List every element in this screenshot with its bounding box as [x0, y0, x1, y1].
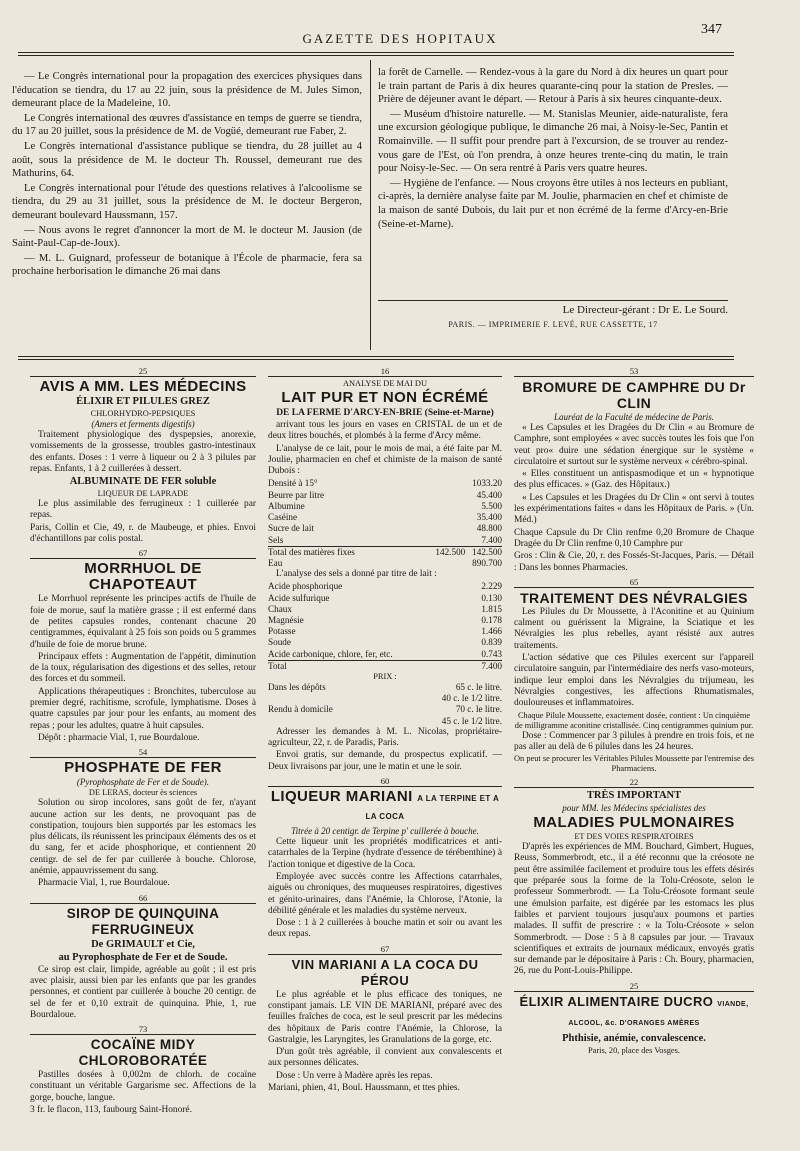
- signature-rule: [378, 300, 728, 301]
- ad-address: Mariani, phien, 41, Boul. Haussmann, et ttes phies.: [268, 1083, 460, 1094]
- ad-subtitle: DE LA FERME D'ARCY-EN-BRIE (Seine-et-Marne): [276, 408, 494, 418]
- analysis-row: Densité à 15° 1033.20: [268, 478, 502, 489]
- ad-composition: Chaque Pilule Moussette, exactement dosée, contient : Un cinquième de milligramme aconitine cristallisée. Cinq centigrammes quinium pur.: [514, 710, 754, 730]
- ad-number: 66: [30, 893, 256, 904]
- ads-top-rule: [18, 356, 734, 357]
- analysis-table-2: [268, 581, 502, 672]
- ad-subtitle: CHLORHYDRO-PEPSIQUES: [90, 409, 196, 418]
- ad-body: arrivant tous les jours en vases en CRISTAL de un et de deux litres bouchés, et plombés à la ferme d'Arcy même.: [268, 420, 502, 442]
- ad-body: D'un goût très agréable, il convient aux convalescents et aux personnes délicates.: [268, 1047, 502, 1069]
- news-paragraph: — Hygiène de l'enfance. — Nous croyons être utiles à nos lecteurs en publiant, ci-après, la dernière analyse faite par M. Joulie, pharmacien en chef et chimiste de la maison de santé Dubois, du lait pur et non écrémé de la ferme d'Arcy-en-Brie (Seine-et-Marne).: [378, 177, 728, 230]
- analysis-row: Chaux 1.815: [268, 603, 502, 614]
- price-row: 45 c. le 1/2 litre.: [441, 715, 502, 726]
- news-paragraph: — Muséum d'histoire naturelle. — M. Stanislas Meunier, aide-naturaliste, fera une excursion géologique publique, le dimanche 26 mai, à Noisy-le-Sec, Pantin et Romainville. — Il suffit pour prendre part à l'excursion, de se trouver au rendez-vous gare de l'Est, où l'on prendra, à onze heures trente-cinq du matin, le train pour Noisy-le-Sec. — On sera rentré à Paris vers quatre heures.: [378, 108, 728, 175]
- news-paragraph: Le Congrès international pour l'étude des questions relatives à l'alcoolisme se tiendra, du 29 au 31 juillet, sous la présidence de M. le docteur Bergeron, demeurant boulevard Haussmann, 157.: [12, 182, 362, 221]
- ad-medecins: [30, 366, 256, 545]
- ad-title: [514, 994, 754, 1032]
- ad-title: MORRHUOL DE CHAPOTEAUT: [84, 560, 202, 594]
- ad-subtitle: pour MM. les Médecins spécialistes des: [562, 803, 706, 814]
- ad-title: AVIS A MM. LES MÉDECINS: [39, 378, 247, 395]
- ad-address: Dépôt : pharmacie Vial, 1, rue Bourdaloue.: [38, 732, 200, 743]
- news-paragraph: — M. L. Guignard, professeur de botanique à l'École de pharmacie, fera sa prochaine herborisation le dimanche 26 mai dans: [12, 252, 362, 278]
- ad-pretitle: TRÈS IMPORTANT: [586, 790, 682, 802]
- ad-address: Adresser les demandes à M. L. Nicolas, propriétaire-agriculteur, 22, r. de Paradis, Paris.: [268, 726, 502, 749]
- ad-body: Phthisie, anémie, convalescence.: [562, 1032, 706, 1044]
- ad-title: BROMURE DE CAMPHRE DU Dr CLIN: [522, 379, 746, 411]
- ad-address: Gros : Clin & Cie, 20, r. des Fossés-St-Jacques, Paris. — Détail : Dans les bonnes Pharmacies.: [514, 551, 754, 573]
- ad-body: Dose : 1 à 2 cuillerées à bouche matin et soir ou avant les deux repas.: [268, 918, 502, 940]
- ad-body: Le Morrhuol représente les principes actifs de l'huile de foie de morue, sauf la matière grasse ; il est enfermé dans de petites capsules rondes, contenant chacune 20 centigrammes, équivalant à 25 fois son poids ou 5 grammes d'huile de foie de morue brune.: [30, 594, 256, 650]
- ad-title-text: ÉLIXIR ALIMENTAIRE DUCRO: [519, 993, 714, 1009]
- printer-line: PARIS. — IMPRIMERIE F. LEVÉ, RUE CASSETTE, 17: [448, 320, 658, 329]
- analysis-row: Acide sulfurique 0.130: [268, 592, 502, 603]
- ad-body: Cette liqueur unit les propriétés modificatrices et anti-catarrhales de la Terpine (hydrate d'essence de térébenthine) à l'action tonique et digestive de la Coca.: [268, 837, 502, 870]
- analysis-row: Sucre de lait 48.800: [268, 523, 502, 534]
- ad-subtitle: DE LERAS, docteur ès sciences: [88, 788, 198, 798]
- ad-tolu: [514, 777, 754, 978]
- ad-body: Employée avec succès contre les Affections catarrhales, aiguës ou chroniques, des muqueuses respiratoires, digestives et génito-urinaires, dans l'Anémie, la Chlorose, l'Atonie, la débilité générale et les maladies du système nerveux.: [268, 871, 502, 916]
- ad-mariani-liqueur: [268, 776, 502, 941]
- news-paragraph: — Nous avons le regret d'annoncer la mort de M. le docteur M. Jausion (de Saint-Paul-Cap-de-Joux).: [12, 224, 362, 250]
- ad-body: Le plus assimilable des ferrugineux : 1 cuillerée par repas.: [30, 499, 256, 521]
- ad-subtitle: ALBUMINATE DE FER soluble: [69, 476, 217, 488]
- ad-title-text: LIQUEUR MARIANI: [270, 788, 413, 806]
- news-paragraph: la forêt de Carnelle. — Rendez-vous à la gare du Nord à dix heures un quart pour le train partant de Paris à dix heures quarante-cinq pour la station de Presles. — Prière de déjeuner avant le départ. — Retour à Paris à six heures cinquante-deux.: [378, 67, 728, 106]
- ad-title: SIROP DE QUINQUINA FERRUGINEUX: [66, 905, 220, 937]
- ad-body: Chaque Capsule du Dr Clin renfme 0,20 Bromure de Chaque Dragée du Dr Clin renfme 0,10 Camphre pur: [514, 527, 754, 549]
- analysis-row: Sels 7.400: [268, 534, 502, 545]
- ad-pretitle: ANALYSE DE MAI DU: [342, 379, 428, 388]
- ad-lait: [268, 366, 502, 773]
- ad-column-2: [268, 366, 502, 1097]
- ad-subtitle: LIQUEUR DE LAPRADE: [97, 489, 189, 499]
- analysis-row: Acide phosphorique 2.229: [268, 581, 502, 592]
- ad-number: 54: [30, 747, 256, 758]
- ad-body: Pastilles dosées à 0,002m de chlorh. de cocaïne constituant un véritable Gargarisme sec. Affections de la gorge, bouche, langue.: [30, 1070, 256, 1103]
- ad-title: PHOSPHATE DE FER: [64, 759, 222, 777]
- ad-title: MALADIES PULMONAIRES: [533, 814, 735, 832]
- analysis-row: Eau 890.700: [268, 557, 502, 568]
- ad-number: 73: [30, 1024, 256, 1035]
- ad-number: 25: [514, 981, 754, 992]
- page-header: GAZETTE DES HOPITAUX: [302, 31, 498, 46]
- ad-phosphate: [30, 747, 256, 889]
- ad-morrhuol: [30, 548, 256, 744]
- ad-number: 22: [514, 777, 754, 788]
- ad-body: « Les Capsules et les Dragées du Dr Clin « ont servi à toutes les expérimentations faites « dans les Hôpitaux de Paris. » (Un. Méd.): [514, 492, 754, 526]
- ad-subtitle: au Pyrophosphate de Fer et de Soude.: [58, 951, 228, 963]
- ad-title: [268, 789, 502, 825]
- ad-address: Paris, Collin et Cie, 49, r. de Maubeuge, et phies. Envoi d'échantillons par colis postal.: [30, 522, 256, 545]
- ad-address: Pharmacie Vial, 1, rue Bourdaloue.: [38, 878, 170, 889]
- ad-body: D'après les expériences de MM. Bouchard, Gimbert, Hugues, Reuss, Sommerbrodt, etc., il a été reconnu que la créosote ne peut être assimilée facilement et produire tous les effets désirés que préparée sous la forme de la Tolu-Créosote, selon le professeur Sommerbrodt. — La Tolu-Créosote formant seule une émulsion parfaite, est digérée par les estomacs les plus faibles et parvient toujours jusqu'aux poumons et parties malades. Il suffit de prescrire : « la Tolu-Créosote » selon Sommerbrodt. — Dose : 5 à 8 capsules par jour. — Travaux scientifiques et extraits de journaux médicaux, envoyés gratis sur demande par le dépositaire à Paris : Ch. Boury, pharmacien, 26, rue du Pont-Louis-Philippe.: [514, 842, 754, 977]
- price-row: Rendu à domicile 70 c. le litre.: [268, 704, 502, 715]
- ad-number: 25: [30, 366, 256, 377]
- analysis-row: Magnésie 0.178: [268, 615, 502, 626]
- right-news-column: [378, 66, 728, 232]
- ad-body: Dose : Un verre à Madère après les repas.: [276, 1070, 433, 1081]
- ad-title: COCAÏNE MIDY CHLOROBORATÉE: [78, 1037, 208, 1069]
- ad-body: Applications thérapeutiques : Bronchites, tuberculose au premier degré, rachitisme, scrofule, lymphatisme. Doses à quatre capsules par jour pour les enfants, au moment des repas ; pour les adultes, quatre à huit capsules.: [30, 686, 256, 731]
- news-paragraph: Le Congrès international des œuvres d'assistance en temps de guerre se tiendra, du 17 au 20 juillet, sous la présidence de M. de Vogüé, demeurant rue Faber, 2.: [12, 112, 362, 138]
- analysis-total: Total 7.400: [268, 660, 502, 671]
- ad-title-side: VIANDE, ALCOOL, &c. D'ORANGES AMÈRES: [568, 1000, 749, 1027]
- ad-title-side: A LA TERPINE ET A LA COCA: [365, 794, 500, 822]
- ad-number: 53: [514, 366, 754, 377]
- ad-column-3: [514, 366, 754, 1059]
- analysis-table-1: [268, 478, 502, 569]
- ad-subtitle: De GRIMAULT et Cie,: [91, 938, 195, 950]
- ad-body: Ce sirop est clair, limpide, agréable au goût ; il est pris avec plaisir, aussi bien par les enfants que par les grandes personnes, et contient par cuillerée à bouche 20 centigr. de sel de fer et 0,10 extrait de quinquina. Phie, 1, rue Bourdaloue.: [30, 964, 256, 1020]
- analysis-row: Acide carbonique, chlore, fer, etc. 0.743: [268, 648, 502, 659]
- analysis-row: Albumine 5.500: [268, 500, 502, 511]
- ad-body: L'analyse des sels a donné par titre de lait :: [276, 569, 437, 580]
- ad-address: On peut se procurer les Véritables Pilules Moussette par l'entremise des Pharmaciens.: [514, 754, 754, 774]
- ad-title: LAIT PUR ET NON ÉCRÉMÉ: [281, 389, 489, 406]
- signature: Le Directeur-gérant : Dr E. Le Sourd.: [562, 304, 728, 316]
- ad-body: Les Pilules du Dr Moussette, à l'Aconitine et au Quinium calment ou guérissent la Migraine, la Sciatique et les Névralgies les plus rebelles, ayant résisté aux autres traitements.: [514, 606, 754, 651]
- ad-body: Principaux effets : Augmentation de l'appétit, diminution de la toux, régularisation des digestions et des selles, retour des forces et du sommeil.: [30, 651, 256, 685]
- analysis-row: Potasse 1.466: [268, 626, 502, 637]
- news-paragraph: — Le Congrès international pour la propagation des exercices physiques dans l'éducation se tiendra, du 17 au 22 juin, sous la présidence de M. Jules Simon, demeurant place de la Madeleine, 10.: [12, 71, 362, 110]
- ad-body: Solution ou sirop incolores, sans goût de fer, n'ayant aucune action sur les dents, ne provoquant pas de constipation, toujours bien supportés par les estomacs les plus délicats, ils réunissent les principaux éléments des os et du sang, fer et acide phosphorique, et contiennent 20 centigr. de sel de fer par cuillerée à bouche. Chlorose, anémie, appauvrissement du sang.: [30, 798, 256, 877]
- ad-subtitle: Lauréat de la Faculté de médecine de Paris.: [554, 412, 714, 422]
- ad-title: TRAITEMENT DES NÉVRALGIES: [520, 589, 748, 606]
- price-heading: PRIX :: [373, 672, 397, 682]
- ad-column-1: [30, 366, 256, 1119]
- column-divider: [370, 60, 371, 350]
- ad-ducro: [514, 981, 754, 1056]
- ad-subtitle: (Pyrophosphate de Fer et de Soude).: [76, 777, 210, 788]
- ads-top-rule-2: [18, 359, 734, 360]
- header-rule-2: [18, 55, 734, 56]
- price-table: [268, 682, 502, 727]
- page-number: 347: [701, 22, 722, 37]
- ad-number: 67: [268, 944, 502, 955]
- ad-number: 67: [30, 548, 256, 559]
- ad-address: 3 fr. le flacon, 113, faubourg Saint-Honoré.: [30, 1104, 192, 1115]
- analysis-row: Beurre par litre 45.400: [268, 489, 502, 500]
- ad-number: 16: [268, 366, 502, 377]
- ad-body: « Les Capsules et les Dragées du Dr Clin « au Bromure de Camphre, sont employées « avec succès toutes les fois que l'on veut pro« duire une sédation énergique sur le système « circulatoire et surtout sur le système nerveux « cérébro-spinal.: [514, 423, 754, 467]
- ad-subtitle: Titrée à 20 centigr. de Terpine p' cuillerée à bouche.: [291, 826, 479, 837]
- ad-number: 65: [514, 577, 754, 588]
- ad-body: L'action sédative que ces Pilules exercent sur l'appareil circulatoire sanguin, par l'intermédiaire des nerfs vaso-moteurs, indique leur emploi dans les Névralgies du trijumeau, les Névralgies congestives, les affections Rhumatismales, douloureuses et inflammatoires.: [514, 653, 754, 709]
- ad-number: 60: [268, 776, 502, 787]
- ad-title: VIN MARIANI A LA COCA DU PÉROU: [291, 956, 479, 988]
- ad-subtitle: ÉLIXIR ET PILULES GREZ: [76, 396, 210, 407]
- ad-vin-mariani: [268, 944, 502, 1095]
- ad-quinquina: [30, 893, 256, 1021]
- header-rule: [18, 52, 734, 53]
- left-news-column: [12, 70, 362, 280]
- ad-body: Envoi gratis, sur demande, du prospectus explicatif. — Deux livraisons par jour, une le matin et une le soir.: [268, 750, 502, 772]
- ad-body: Traitement physiologique des dyspepsies, anorexie, vomissements de la grossesse, troubles gastro-intestinaux des enfants. Doses : 1 verre à liqueur ou 2 à 3 pilules par repas. Enfants, 1 à 2 cuillerées à dessert.: [30, 430, 256, 474]
- ad-body: Dose : Commencer par 3 pilules à prendre en trois fois, et ne pas aller au delà de 6 pilules dans les 24 heures.: [514, 730, 754, 752]
- ad-camphre: [514, 366, 754, 574]
- ad-subtitle: (Amers et ferments digestifs): [91, 419, 195, 429]
- ad-cocaine: [30, 1024, 256, 1116]
- ad-body: « Elles constituent un antispasmodique et un « hypnotique des plus efficaces. » (Gaz. des Hôpitaux.): [514, 469, 754, 491]
- ad-address: Paris, 20, place des Vosges.: [587, 1045, 681, 1055]
- ad-body: L'analyse de ce lait, pour le mois de mai, a été faite par M. Joulie, pharmacien en chef et chimiste de la maison de santé Dubois :: [268, 443, 502, 477]
- analysis-total: Total des matières fixes 142.500 142.500: [268, 546, 502, 557]
- ad-nevralgies: [514, 577, 754, 774]
- analysis-row: Soude 0.839: [268, 637, 502, 648]
- news-paragraph: Le Congrès international d'assistance publique se tiendra, du 28 juillet au 4 août, sous la présidence de M. le docteur Th. Roussel, demeurant rue des Mathurins, 64.: [12, 140, 362, 180]
- price-row: Dans les dépôts 65 c. le litre.: [268, 682, 502, 693]
- price-row: 40 c. le 1/2 litre.: [441, 693, 502, 704]
- analysis-row: Caséine 35.400: [268, 512, 502, 523]
- ad-subtitle: ET DES VOIES RESPIRATOIRES: [574, 832, 694, 842]
- ad-body: Le plus agréable et le plus efficace des toniques, ne constipant jamais. LE VIN DE MARIANI, préparé avec des feuilles fraîches de coca, est le seul prescrit par les médecins des hôpitaux de Paris contre l'Anémie, la Chlorose, la Gastralgie, les Laryngites, les Granulations de la gorge, etc.: [268, 989, 502, 1045]
